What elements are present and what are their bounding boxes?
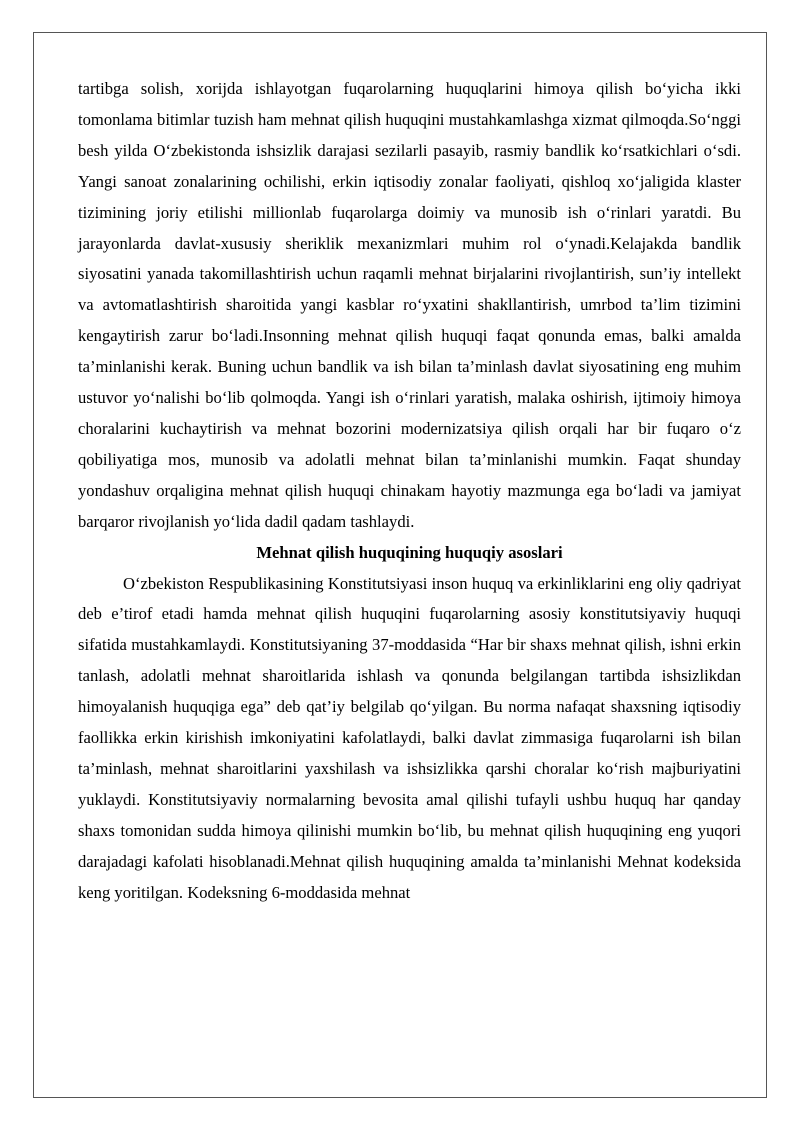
body-paragraph: tartibga solish, xorijda ishlayotgan fuqarolarning huquqlarini himoya qilish bo‘yicha ikki tomonlama bitimlar tuzish ham mehnat qilish huquqini mustahkamlashga xizmat qilmoqda.So‘nggi besh yilda O‘zbekistonda ishsizlik darajasi sezilarli pasayib, rasmiy bandlik ko‘rsatkichlari o‘sdi. Yangi sanoat zonalarining ochilishi, erkin iqtisodiy zonalar faoliyati, qishloq xo‘jaligida klaster tizimining joriy etilishi millionlab fuqarolarga doimiy va munosib ish o‘rinlari yaratdi. Bu jarayonlarda davlat-xususiy sheriklik mexanizmlari muhim rol o‘ynadi.Kelajakda bandlik siyosatini yanada takomillashtirish uchun raqamli mehnat birjalarini rivojlantirish, sun’iy intellekt va avtomatlashtirish sharoitida yangi kasblar ro‘yxatini shakllantirish, umrbod ta’lim tizimini kengaytirish zarur bo‘ladi.Insonning mehnat qilish huquqi faqat qonunda emas, balki amalda ta’minlanishi kerak. Buning uchun bandlik va ish bilan ta’minlash davlat siyosatining eng muhim ustuvor yo‘nalishi bo‘lib qolmoqda. Yangi ish o‘rinlari yaratish, malaka oshirish, ijtimoiy himoya choralarini kuchaytirish va mehnat bozorini modernizatsiya qilish orqali har bir fuqaro o‘z qobiliyatiga mos, munosib va adolatli mehnat bilan ta’minlanishi mumkin. Faqat shunday yondashuv orqaligina mehnat qilish huquqi chinakam hayotiy mazmunga ega bo‘ladi va jamiyat barqaror rivojlanish yo‘lida dadil qadam tashlaydi. [78, 79, 741, 531]
document-body [78, 74, 741, 908]
section-heading: Mehnat qilish huquqining huquqiy asoslari [256, 542, 563, 562]
body-paragraph: O‘zbekiston Respublikasining Konstitutsiyasi inson huquq va erkinliklarini eng oliy qadriyat deb e’tirof etadi hamda mehnat qilish huquqini fuqarolarning asosiy konstitutsiyaviy huquqi sifatida mustahkamlaydi. Konstitutsiyaning 37-moddasida “Har bir shaxs mehnat qilish, ishni erkin tanlash, adolatli mehnat sharoitlarida ishlash va qonunda belgilangan tartibda ishsizlikdan himoyalanish huquqiga ega” deb qat’iy belgilab qo‘yilgan. Bu norma nafaqat shaxsning iqtisodiy faollikka erkin kirishish imkoniyatini kafolatlaydi, balki davlat zimmasiga fuqarolarni ish bilan ta’minlash, mehnat sharoitlarini yaxshilash va ishsizlikka qarshi choralar ko‘rish majburiyatini yuklaydi. Konstitutsiyaviy normalarning bevosita amal qilishi tufayli ushbu huquq har qanday shaxs tomonidan sudda himoya qilinishi mumkin bo‘lib, bu mehnat qilish huquqining eng yuqori darajadagi kafolati hisoblanadi.Mehnat qilish huquqining amalda ta’minlanishi Mehnat kodeksida keng yoritilgan. Kodeksning 6-moddasida mehnat [78, 573, 741, 902]
